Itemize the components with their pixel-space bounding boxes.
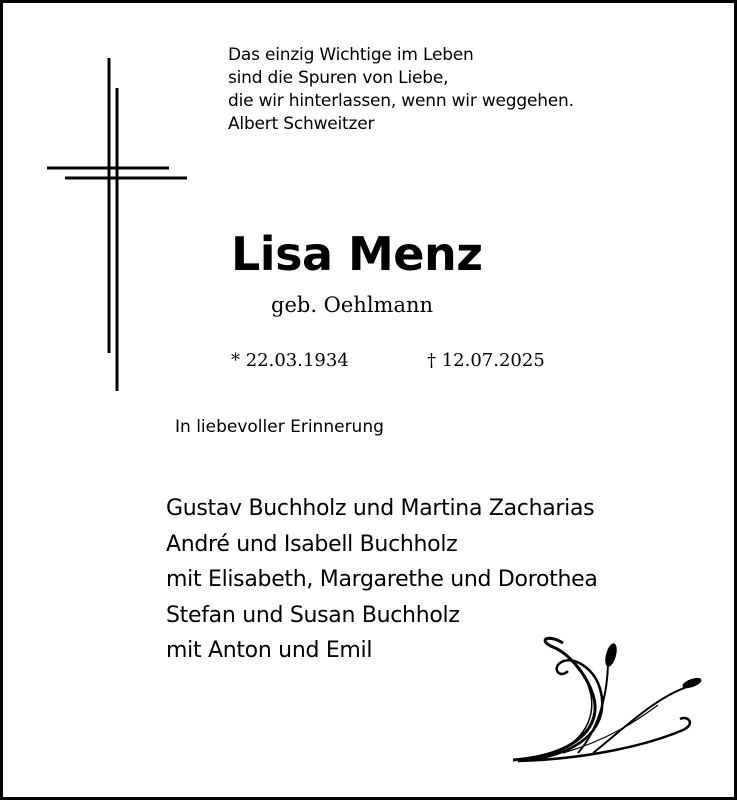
cross-icon (47, 58, 192, 393)
maiden-name: geb. Oehlmann (271, 293, 434, 317)
mourner-line: Stefan und Susan Buchholz (166, 602, 460, 628)
quote-line: Das einzig Wichtige im Leben (228, 45, 474, 65)
mourner-line: mit Anton und Emil (166, 638, 373, 663)
mourner-line: Gustav Buchholz und Martina Zacharias (166, 496, 595, 521)
quote-author: Albert Schweitzer (228, 114, 375, 134)
birth-date: * 22.03.1934 (231, 350, 349, 371)
floral-ornament-icon (508, 635, 708, 765)
quote-block (228, 44, 574, 136)
deceased-name: Lisa Menz (231, 227, 483, 281)
mourner-line: mit Elisabeth, Margarethe und Dorothea (166, 567, 598, 592)
quote-line: die wir hinterlassen, wenn wir weggehen. (228, 91, 574, 111)
mourner-line: André und Isabell Buchholz (166, 531, 458, 557)
memory-line: In liebevoller Erinnerung (175, 417, 384, 437)
death-date: † 12.07.2025 (427, 350, 545, 371)
quote-line: sind die Spuren von Liebe, (228, 68, 449, 88)
